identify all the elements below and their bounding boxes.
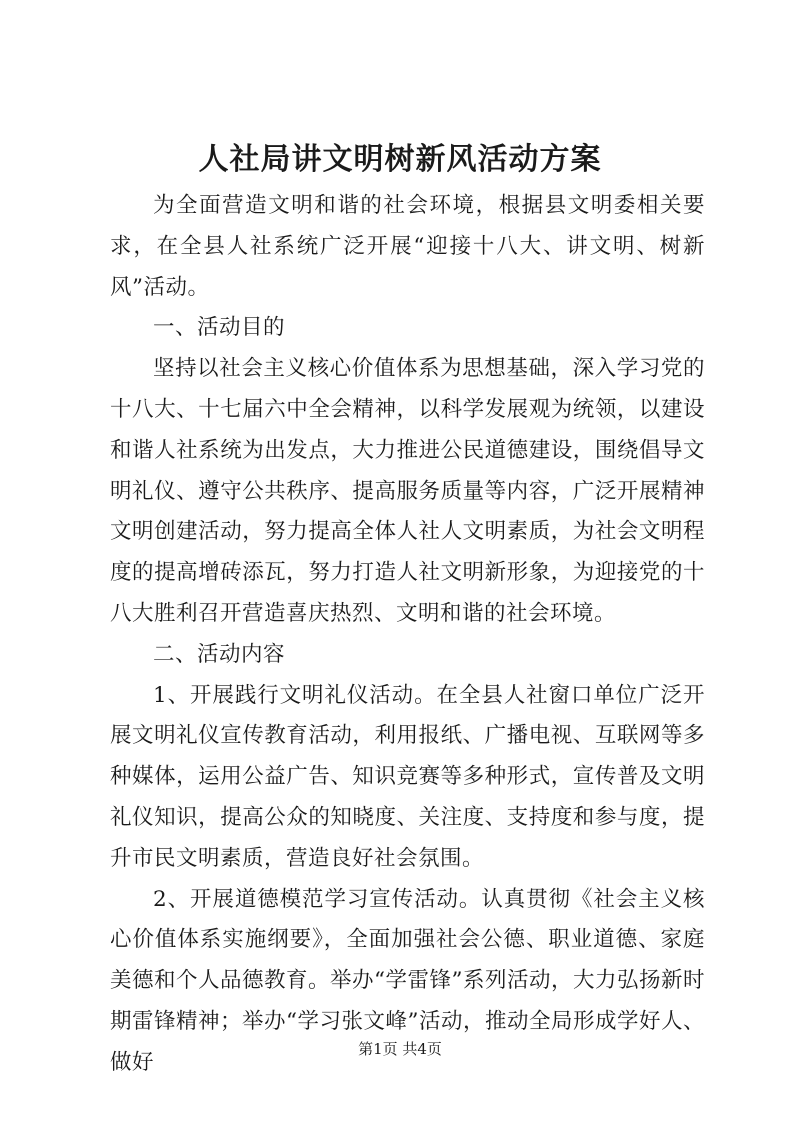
content-item-2-paragraph: 2、开展道德模范学习宣传活动。认真贯彻《社会主义核心价值体系实施纲要》，全面加强社会公德、职业道德、家庭美德和个人品德教育。举办“学雷锋”系列活动，大力弘扬新时期雷锋精神；举办“学习张文峰”活动，推动全局形成学好人、做好 xyxy=(110,886,705,1075)
purpose-paragraph: 坚持以社会主义核心价值体系为思想基础，深入学习党的十八大、十七届六中全会精神，以科学发展观为统领，以建设和谐人社系统为出发点，大力推进公民道德建设，围绕倡导文明礼仪、遵守公共秩序、提高服务质量等内容，广泛开展精神文明创建活动，努力提高全体人社人文明素质，为社会文明程度的提高增砖添瓦，努力打造人社文明新形象，为迎接党的十八大胜利召开营造喜庆热烈、文明和谐的社会环境。 xyxy=(110,356,705,626)
intro-paragraph: 为全面营造文明和谐的社会环境，根据县文明委相关要求，在全县人社系统广泛开展“迎接十八大、讲文明、树新风”活动。 xyxy=(110,193,705,300)
section-heading-purpose: 一、活动目的 xyxy=(153,315,286,341)
page-number-label: 第1页 共4页 xyxy=(358,1040,442,1058)
section-heading-content: 二、活动内容 xyxy=(153,641,286,667)
content-item-1-paragraph: 1、开展践行文明礼仪活动。在全县人社窗口单位广泛开展文明礼仪宣传教育活动，利用报纸、广播电视、互联网等多种媒体，运用公益广告、知识竞赛等多种形式，宣传普及文明礼仪知识，提高公众的知晓度、关注度、支持度和参与度，提升市民文明素质，营造良好社会氛围。 xyxy=(110,682,705,871)
document-body xyxy=(110,186,705,1084)
page-footer xyxy=(0,1038,800,1060)
document-title: 人社局讲文明树新风活动方案 xyxy=(198,142,602,177)
